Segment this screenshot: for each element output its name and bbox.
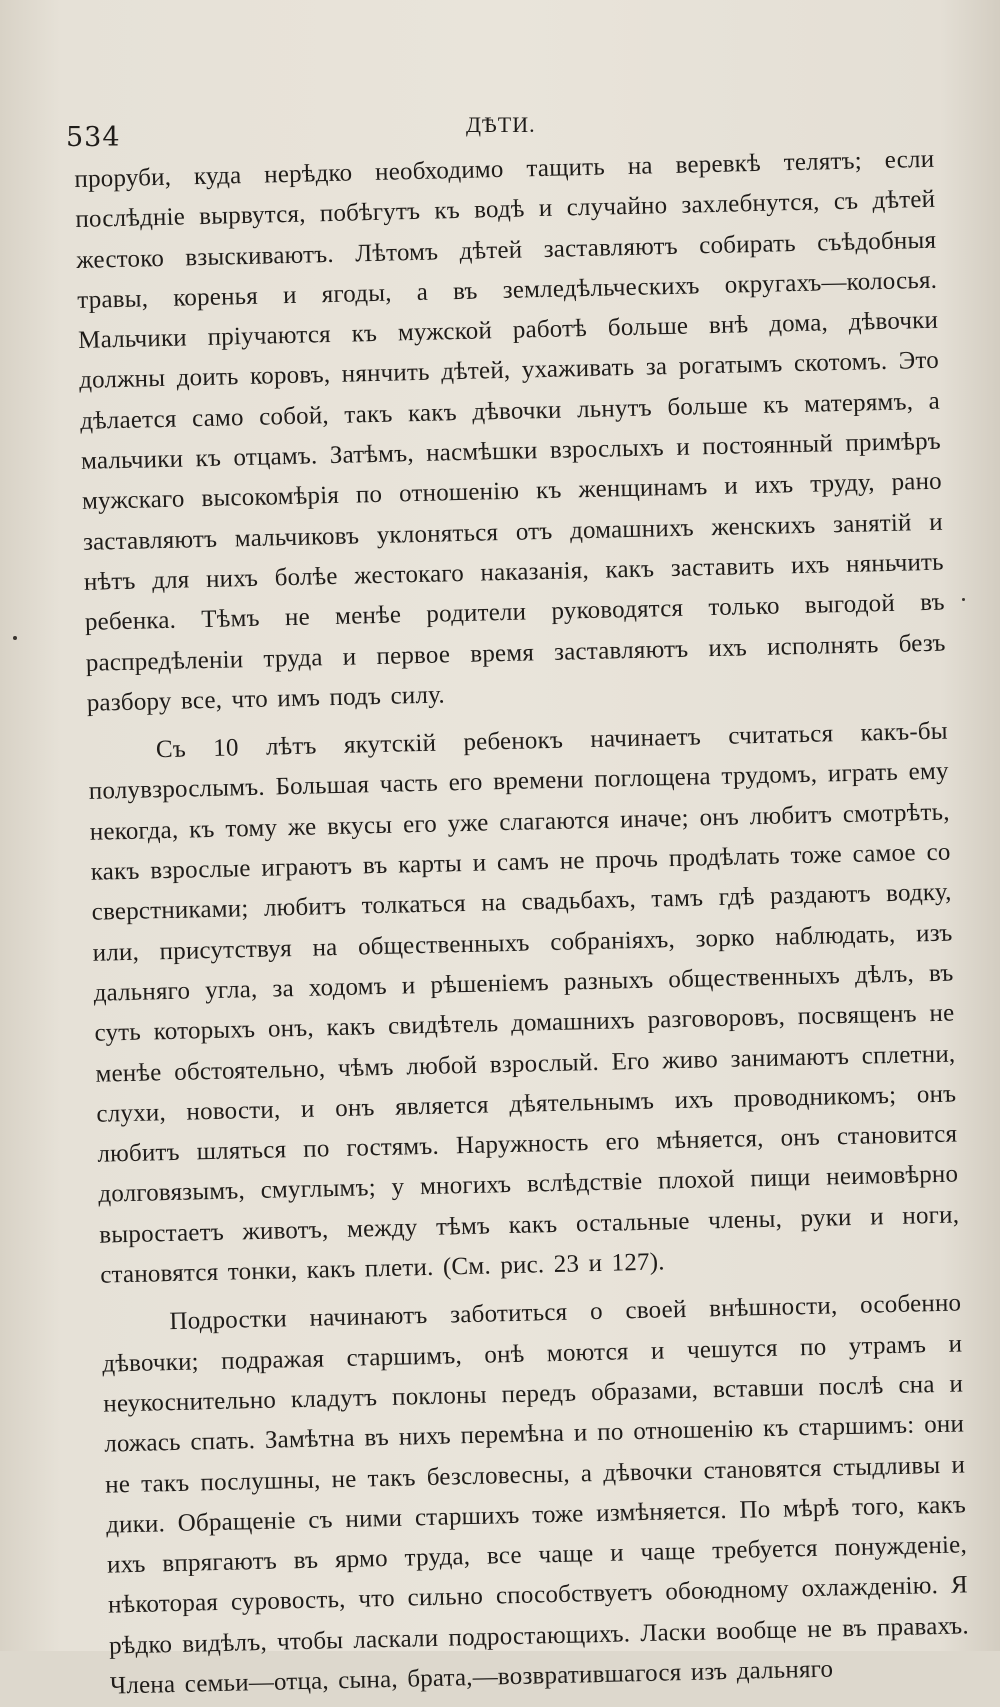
print-speck [962,598,965,601]
page-number: 534 [66,122,121,153]
body-text [74,140,970,1707]
print-speck [13,636,17,640]
paragraph-3: Подростки начинаютъ заботиться о своей внѣшности, особенно дѣвочки; подражая старшимъ, онѣ моются и чешутся по утрамъ и неукоснительно кладутъ поклоны передъ образами, вставши послѣ сна и ложась спать. Замѣтна въ нихъ перемѣна и по отношенію къ старшимъ: они не такъ послушны, не такъ безсловесны, а дѣвочки становятся стыдливы и дики. Обращеніе съ ними старшихъ тоже измѣняется. По мѣрѣ того, какъ ихъ впрягаютъ въ ярмо труда, все чаще и чаще требуется понужденіе, нѣкоторая суровость, что сильно способствуетъ обоюдному охлажденію. Я рѣдко видѣлъ, чтобы ласкали подростающихъ. Ласки вообще не въ правахъ. Члена семьи—отца, сына, брата,—возвратившагося изъ дальняго [102,1289,970,1700]
running-title: ДѢТИ. [466,112,536,137]
paragraph-1: проруби, куда нерѣдко необходимо тащить на веревкѣ телятъ; если послѣдніе вырвутся, побѣгутъ къ водѣ и случайно захлебнутся, съ дѣтей жестоко взыскиваютъ. Лѣтомъ дѣтей заставляютъ собирать съѣдобныя травы, коренья и ягоды, а въ земледѣльческихъ округахъ—колосья. Мальчики пріучаются къ мужской работѣ больше внѣ дома, дѣвочки должны доить коровъ, нянчить дѣтей, ухаживать за рогатымъ скотомъ. Это дѣлается само собой, такъ какъ дѣвочки льнутъ больше къ матерямъ, а мальчики къ отцамъ. Затѣмъ, насмѣшки взрослыхъ и постоянный примѣръ мужскаго высокомѣрія по отношенію къ женщинамъ и ихъ труду, рано заставляютъ мальчиковъ уклоняться отъ домашнихъ женскихъ занятій и нѣтъ для нихъ болѣе жестокаго наказанія, какъ заставить ихъ няньчить ребенка. Тѣмъ не менѣе родители руководятся только выгодой въ распредѣленіи труда и первое время заставляютъ ихъ исполнять безъ разбору все, что имъ подъ силу. [74,145,946,717]
paragraph-2: Съ 10 лѣтъ якутскій ребенокъ начинаетъ считаться какъ-бы полувзрослымъ. Большая часть его времени поглощена трудомъ, играть ему некогда, къ тому же вкусы его уже слагаются иначе; онъ любитъ смотрѣть, какъ взрослые играютъ въ карты и самъ не прочь продѣлать тоже самое со сверстниками; любитъ толкаться на свадьбахъ, тамъ гдѣ раздаютъ водку, или, присутствуя на общественныхъ собраніяхъ, зорко наблюдать, изъ дальняго угла, за ходомъ и рѣшеніемъ разныхъ общественныхъ дѣлъ, въ суть которыхъ онъ, какъ свидѣтель домашнихъ разговоровъ, посвященъ не менѣе обстоятельно, чѣмъ любой взрослый. Его живо занимаютъ сплетни, слухи, новости, и онъ является дѣятельнымъ ихъ проводникомъ; онъ любитъ шляться по гостямъ. Наружность его мѣняется, онъ становится долговязымъ, смуглымъ; у многихъ вслѣдствіе плохой пищи неимовѣрно выростаетъ животъ, между тѣмъ какъ остальные члены, руки и ноги, становятся тонки, какъ плети. (См. рис. 23 и 127). [88,717,960,1289]
